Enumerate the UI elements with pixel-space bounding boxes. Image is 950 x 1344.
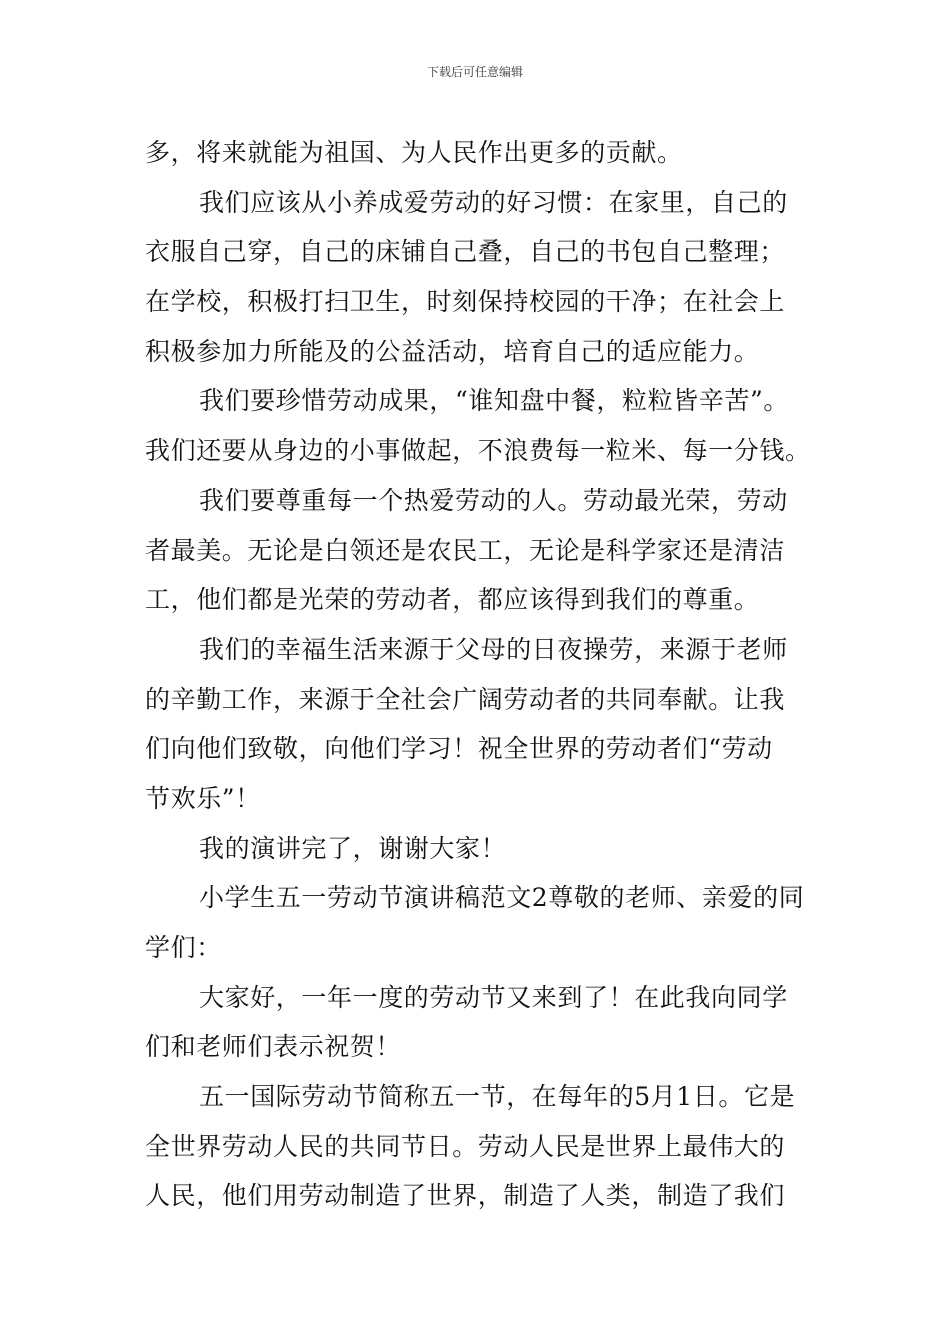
- text-line: 大家好，一年一度的劳动节又来到了！在此我向同学: [199, 982, 788, 1012]
- text-line: 小学生五一劳动节演讲稿范文2尊敬的老师、亲爱的同: [199, 883, 805, 913]
- text-line: 人民，他们用劳动制造了世界，制造了人类，制造了我们: [145, 1181, 786, 1211]
- text-line: 多，将来就能为祖国、为人民作出更多的贡献。: [145, 138, 683, 167]
- text-line: 的辛勤工作，来源于全社会广阔劳动者的共同奉献。让我: [145, 684, 786, 714]
- page-header: 下载后可任意编辑: [426, 65, 523, 79]
- text-line: 我们还要从身边的小事做起，不浪费每一粒米、每一分钱。: [145, 436, 811, 466]
- text-line: 在学校，积极打扫卫生，时刻保持校园的干净；在社会上: [145, 287, 786, 317]
- text-line: 五一国际劳动节简称五一节，在每年的5月1日。它是: [199, 1082, 796, 1112]
- text-line: 者最美。无论是白领还是农民工，无论是科学家还是清洁: [145, 535, 786, 565]
- text-line: 们和老师们表示祝贺！: [145, 1032, 402, 1062]
- text-line: 我的演讲完了，谢谢大家！: [199, 833, 507, 863]
- text-line: 我们应该从小养成爱劳动的好习惯：在家里，自己的: [199, 187, 788, 217]
- text-line: 全世界劳动人民的共同节日。劳动人民是世界上最伟大的: [145, 1131, 786, 1161]
- text-line: 工，他们都是光荣的劳动者，都应该得到我们的尊重。: [145, 585, 760, 615]
- text-line: 我们的幸福生活来源于父母的日夜操劳，来源于老师: [199, 634, 788, 664]
- text-line: 节欢乐”！: [145, 783, 261, 813]
- text-line: 我们要尊重每一个热爱劳动的人。劳动最光荣，劳动: [199, 485, 788, 515]
- text-line: 学们：: [145, 933, 222, 962]
- text-line: 衣服自己穿，自己的床铺自己叠，自己的书包自己整理；: [145, 237, 786, 267]
- text-line: 我们要珍惜劳动成果，“谁知盘中餐，粒粒皆辛苦”。: [199, 386, 789, 416]
- document-body: [145, 128, 813, 1221]
- text-line: 们向他们致敬，向他们学习！祝全世界的劳动者们“劳动: [145, 734, 773, 764]
- text-line: 积极参加力所能及的公益活动，培育自己的适应能力。: [145, 336, 760, 366]
